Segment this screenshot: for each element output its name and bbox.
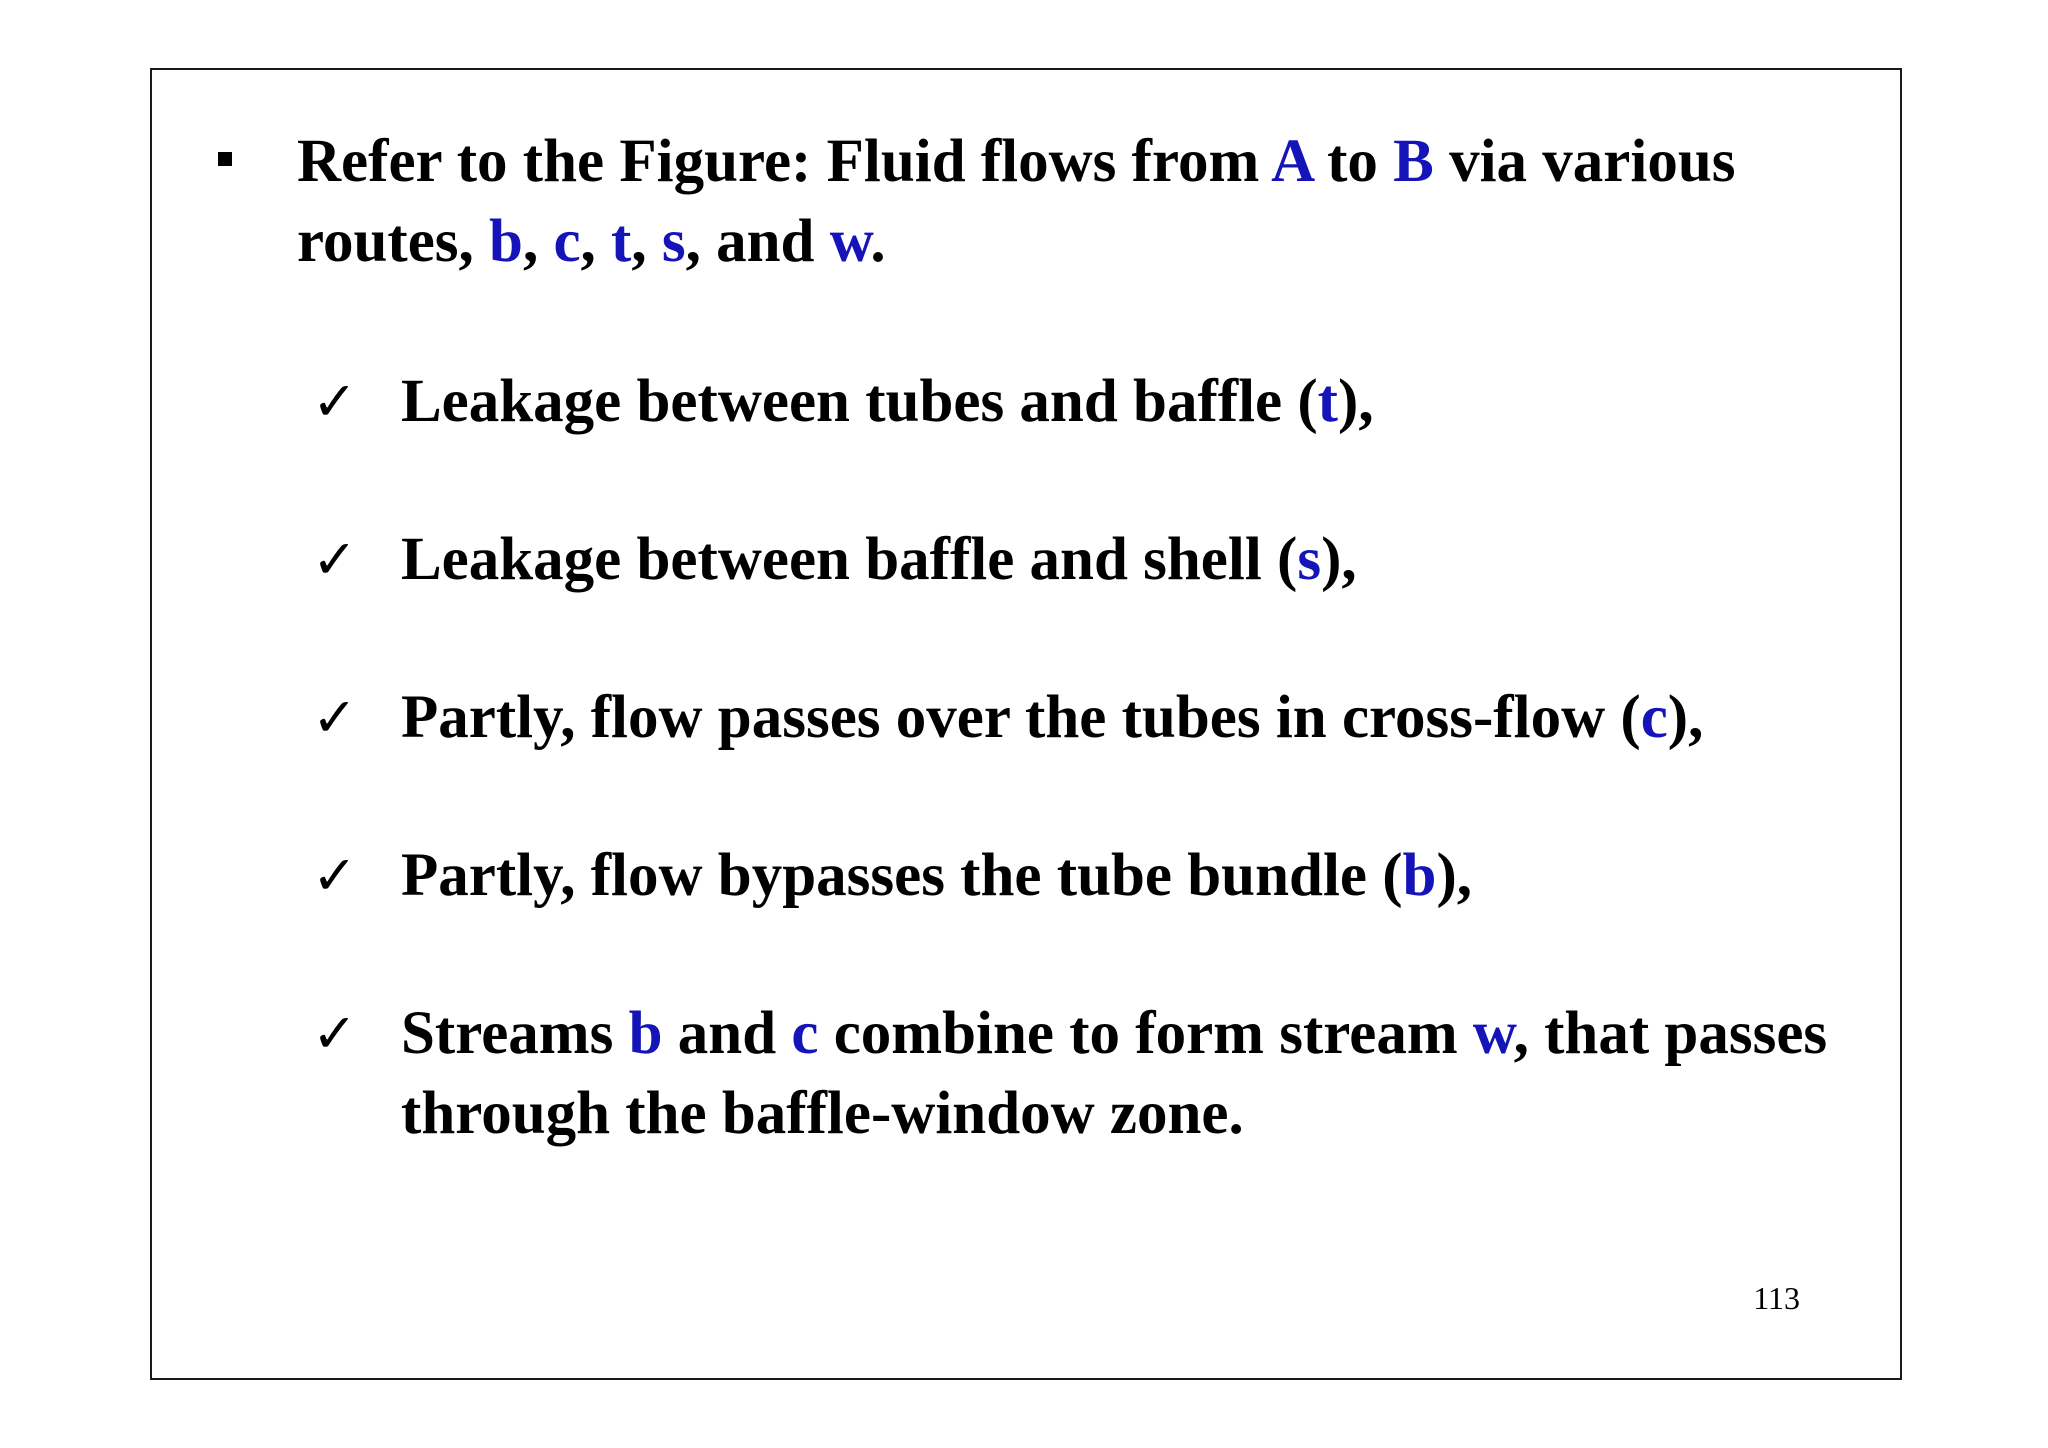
intro-separator: , bbox=[522, 208, 554, 275]
check-item-text-part: ), bbox=[1667, 684, 1704, 751]
route-s-label: s bbox=[661, 208, 686, 275]
route-b-label: b bbox=[628, 1000, 663, 1067]
route-label: c bbox=[1640, 684, 1668, 751]
intro-end: . bbox=[870, 208, 886, 275]
intro-paragraph bbox=[297, 122, 1857, 282]
point-a-label: A bbox=[1271, 128, 1312, 195]
route-b-label: b bbox=[489, 208, 523, 275]
route-c-label: c bbox=[791, 1000, 819, 1067]
intro-separator: , bbox=[631, 208, 662, 275]
check-item-text-part: , that passes through the baffle-window zone. bbox=[401, 1000, 1828, 1147]
check-mark-icon: ✓ bbox=[312, 844, 358, 907]
check-item-text bbox=[401, 836, 1881, 916]
intro-text: to bbox=[1311, 128, 1394, 195]
intro-text: via various routes, bbox=[297, 128, 1736, 275]
intro-text: Refer to the Figure: Fluid flows from bbox=[297, 128, 1272, 195]
check-item-text-part: ), bbox=[1321, 526, 1357, 593]
check-item-text bbox=[401, 994, 1881, 1154]
point-b-label: B bbox=[1393, 128, 1434, 195]
square-bullet-icon bbox=[218, 152, 232, 166]
page-number: 113 bbox=[1753, 1280, 1800, 1316]
check-mark-icon: ✓ bbox=[312, 370, 358, 433]
check-item-text bbox=[401, 362, 1881, 442]
intro-separator: , bbox=[580, 208, 612, 275]
check-mark-icon: ✓ bbox=[312, 528, 358, 591]
check-item-text-part: Leakage between baffle and shell ( bbox=[401, 526, 1298, 593]
check-item-text-part: Partly, flow passes over the tubes in cross-flow ( bbox=[401, 684, 1641, 751]
intro-separator: , and bbox=[685, 208, 830, 275]
route-t-label: t bbox=[611, 208, 632, 275]
route-w-label: w bbox=[829, 208, 871, 275]
check-item-text-part: Partly, flow bypasses the tube bundle ( bbox=[401, 842, 1403, 909]
check-item-text-part: Streams bbox=[401, 1000, 629, 1067]
check-item-text-part: ), bbox=[1436, 842, 1473, 909]
check-item-text bbox=[401, 678, 1881, 758]
route-w-label: w bbox=[1472, 1000, 1514, 1067]
check-mark-icon: ✓ bbox=[312, 686, 358, 749]
route-label: t bbox=[1317, 368, 1338, 435]
route-label: s bbox=[1297, 526, 1322, 593]
check-item-text-part: ), bbox=[1338, 368, 1374, 435]
check-mark-icon: ✓ bbox=[312, 1002, 358, 1065]
check-item-text-part: Leakage between tubes and baffle ( bbox=[401, 368, 1318, 435]
route-c-label: c bbox=[553, 208, 581, 275]
check-item-text bbox=[401, 520, 1881, 600]
route-label: b bbox=[1402, 842, 1437, 909]
check-item-text-part: combine to form stream bbox=[818, 1000, 1473, 1067]
check-item-text-part: and bbox=[662, 1000, 792, 1067]
